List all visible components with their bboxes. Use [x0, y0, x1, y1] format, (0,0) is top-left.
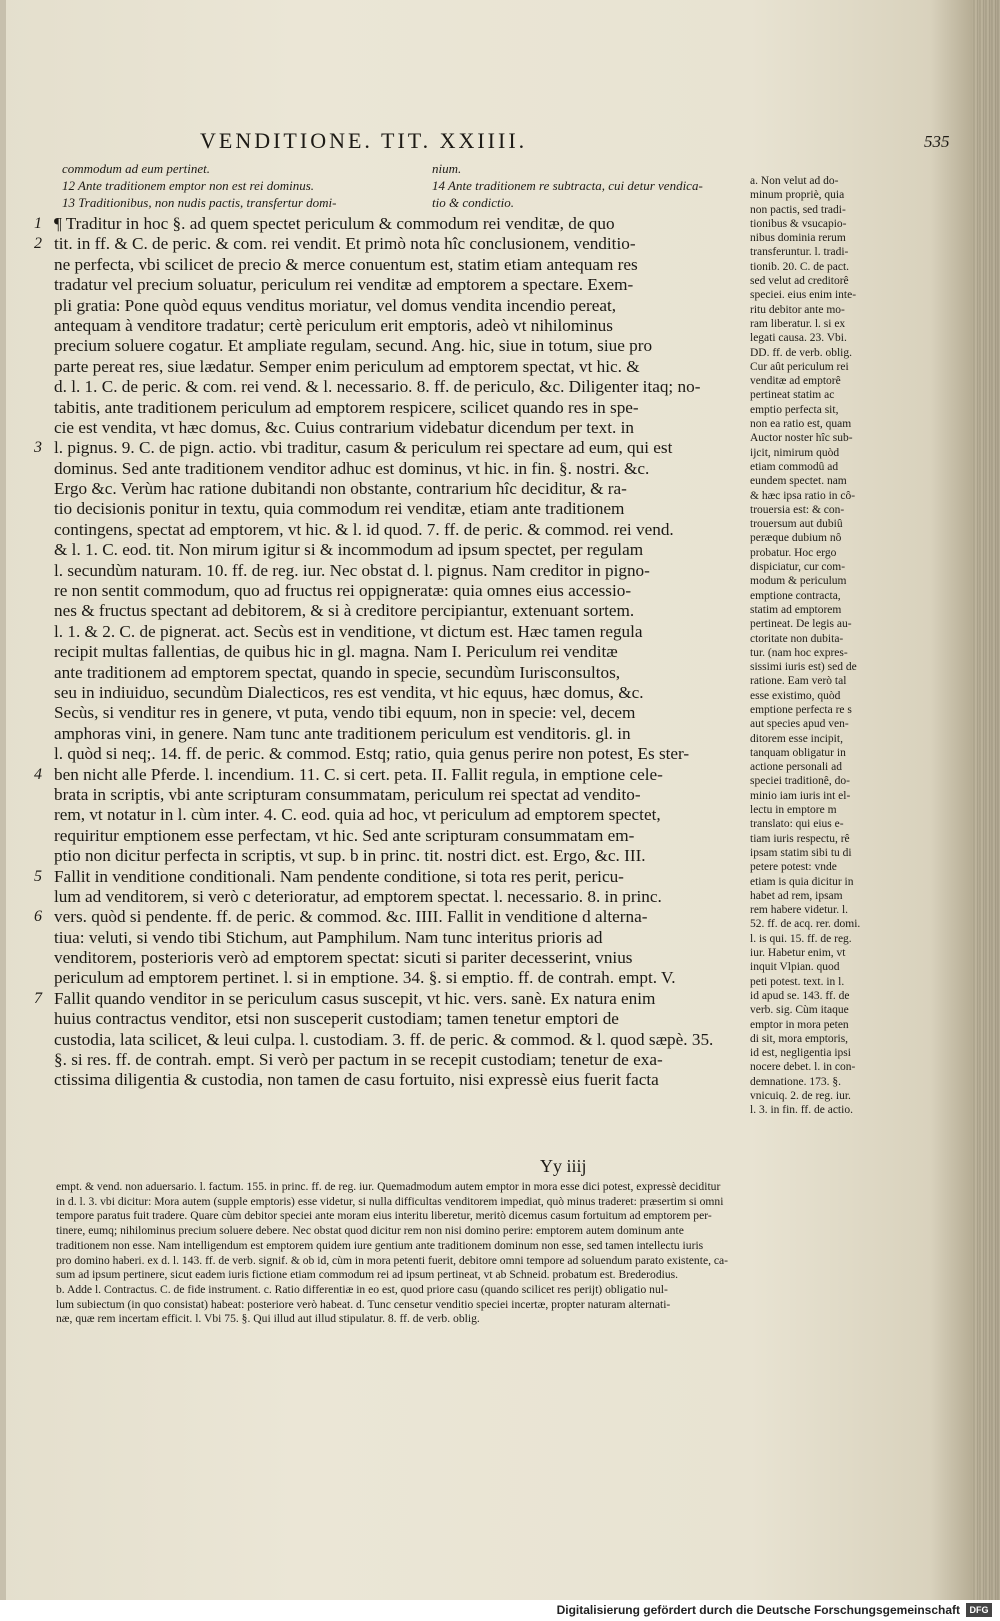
line-text: ptio non dicitur perfecta in scriptis, vt sup. b in princ. tit. nostri dict. est. Ergo, &c. III.: [54, 846, 646, 866]
summary-row: [62, 194, 742, 211]
text-line: [54, 296, 744, 316]
margin-note-line: peræque dubium nô: [750, 532, 842, 545]
text-line: [54, 948, 744, 968]
text-line: [54, 459, 744, 479]
margin-note-line: habet ad rem, ipsam: [750, 889, 843, 902]
page-edge-stack: [972, 0, 1000, 1621]
paragraph-number: 1: [34, 215, 42, 232]
margin-note-line: non ea ratio est, quam: [750, 418, 852, 431]
text-line: [34, 764, 744, 785]
text-line: [54, 826, 744, 846]
margin-note-line: Cur aût periculum rei: [750, 360, 849, 373]
margin-note-line: emptione perfecta re s: [750, 703, 852, 716]
margin-note-line: 52. ff. de acq. rer. domi.: [750, 918, 861, 931]
text-line: [54, 805, 744, 825]
text-line: [54, 703, 744, 723]
margin-note-line: id apud se. 143. ff. de: [750, 989, 850, 1002]
text-line: [54, 1050, 744, 1070]
margin-note-line: minio iam iuris int el-: [750, 789, 851, 802]
summary-row: [62, 177, 742, 194]
margin-note-line: petere potest: vnde: [750, 861, 837, 874]
line-text: cie est vendita, vt hæc domus, &c. Cuius contrarium videbatur dicendum per text. in: [54, 417, 634, 437]
margin-note-line: rem habere videtur. l.: [750, 904, 849, 917]
line-text: recipit multas fallentias, de quibus hic in gl. magna. Nam I. Periculum rei venditæ: [54, 642, 618, 662]
footnotes: [56, 1180, 886, 1327]
text-line: [54, 642, 744, 662]
margin-note-line: modum & periculum: [750, 575, 847, 588]
text-line: [54, 601, 744, 621]
text-line: [34, 988, 744, 1009]
footnote-line: b. Adde l. Contractus. C. de fide instrument. c. Ratio differentiæ in eo est, quod priore casu (quando scilicet res perijt) obligatio nul-: [56, 1282, 668, 1296]
margin-note-line: emptor in mora peten: [750, 1018, 849, 1031]
line-text: l. 1. & 2. C. de pignerat. act. Secùs est in venditione, vt dictum est. Hæc tamen regula: [54, 621, 643, 641]
margin-note-line: ipsam statim sibi tu di: [750, 846, 852, 859]
text-line: [54, 846, 744, 866]
text-line: [54, 561, 744, 581]
text-line: [54, 377, 744, 397]
line-text: vers. quòd si pendente. ff. de peric. & commod. &c. IIII. Fallit in venditione d alterna-: [54, 907, 648, 927]
line-text: brata in scriptis, vbi ante scripturam consummatam, periculum rei spectat ad vendito-: [54, 784, 641, 804]
running-head: VENDITIONE. TIT. XXIIII.: [200, 128, 528, 153]
margin-note-line: tiam iuris respectu, rê: [750, 832, 850, 845]
line-text: ¶ Traditur in hoc §. ad quem spectet periculum & commodum rei venditæ, de quo: [54, 214, 615, 233]
line-text: custodia, lata scilicet, & leui culpa. l. custodiam. 3. ff. de peric. & commod. & l. quod sæpè. 35.: [54, 1029, 714, 1049]
margin-note-line: DD. ff. de verb. oblig.: [750, 346, 852, 359]
line-text: requiritur emptionem esse perfectam, vt hic. Sed ante scripturam consummatam em-: [54, 825, 635, 845]
margin-note-line: iur. Habetur enim, vt: [750, 947, 846, 960]
footnote-line: tinere, eumq; nihilominus precium soluere debere. Nec obstat quod dicitur rem non nisi domino perire: emptorem autem dominum ante: [56, 1224, 684, 1238]
margin-note-line: inquit Vlpian. quod: [750, 961, 840, 974]
margin-note-line: speciei. eius enim inte-: [750, 289, 857, 302]
margin-note-line: & hæc ipsa ratio in cô-: [750, 489, 856, 502]
main-text: [34, 214, 744, 1091]
line-text: §. si res. ff. de contrah. empt. Si verò per pactum in se recepit custodiam; tenetur de exa-: [54, 1050, 663, 1070]
page-gutter: [0, 0, 6, 1621]
summary-right: tio & condictio.: [432, 195, 514, 210]
line-text: l. pignus. 9. C. de pign. actio. vbi traditur, casum & periculum rei spectare ad eum, qui est: [54, 438, 673, 458]
text-line: [54, 479, 744, 499]
line-text: seu in indiuiduo, secundùm Dialecticos, res est vendita, vt hic equus, hæc domus, &c.: [54, 682, 644, 702]
text-line: [54, 499, 744, 519]
line-text: tit. in ff. & C. de peric. & com. rei vendit. Et primò nota hîc conclusionem, venditio-: [54, 234, 636, 254]
text-line: [54, 663, 744, 683]
line-text: ne perfecta, vbi scilicet de precio & merce conuentum est, statim etiam antequam res: [54, 254, 638, 274]
text-line: [54, 520, 744, 540]
margin-note-line: l. 3. in fin. ff. de actio.: [750, 1104, 853, 1117]
margin-note-line: verb. sig. Cùm itaque: [750, 1004, 849, 1017]
summary-left: 12 Ante traditionem emptor non est rei dominus.: [62, 178, 315, 193]
margin-note-line: a. Non velut ad do-: [750, 175, 839, 187]
margin-note-line: aut species apud ven-: [750, 718, 849, 731]
signature-mark: Yy iiij: [540, 1156, 587, 1176]
margin-note-line: statim ad emptorem: [750, 603, 842, 616]
line-text: nes & fructus spectant ad debitorem, & si à creditore percipiantur, extenuant sortem.: [54, 601, 635, 621]
margin-note-line: pertineat. De legis au-: [750, 618, 852, 631]
text-line: [34, 214, 744, 234]
margin-note-line: speciei traditionê, do-: [750, 775, 850, 788]
margin-note-line: etiam is quia dicitur in: [750, 875, 854, 888]
margin-note-line: trouersum aut dubiû: [750, 518, 843, 531]
text-line: [54, 581, 744, 601]
margin-note-line: ctoritate non dubita-: [750, 632, 844, 645]
margin-note-line: id est, negligentia ipsi: [750, 1047, 851, 1060]
paragraph-number: 7: [34, 989, 42, 1007]
line-text: dominus. Sed ante traditionem venditor adhuc est dominus, vt hic. in fin. §. nostri. &c.: [54, 458, 650, 478]
margin-note-line: lectu in emptore m: [750, 804, 837, 817]
margin-note-line: di sit, mora emptoris,: [750, 1032, 849, 1045]
footnote-line: næ, quæ rem incertam efficit. l. Vbi 75. §. Qui illud aut illud stipulatur. 8. ff. de verb. oblig.: [56, 1312, 480, 1326]
footnote-line: tempore paratus fuit tradere. Quare cùm debitor speciei ante moram eius interitu liberetur, meritò dicemus casum fortuitum ad emptorem per-: [56, 1209, 712, 1223]
line-text: precium soluere cogatur. Et ampliate regulam, secund. Ang. hic, siue in totum, siue pro: [54, 336, 653, 356]
margin-note-line: ratione. Eam verò tal: [750, 675, 847, 688]
margin-note-line: tanquam obligatur in: [750, 746, 846, 759]
line-text: Secùs, si venditur res in genere, vt puta, vendo tibi equum, non in specie: vel, decem: [54, 703, 636, 723]
line-text: l. secundùm naturam. 10. ff. de reg. iur. Nec obstat d. l. pignus. Nam creditor in pigno-: [54, 560, 650, 580]
line-text: amphoras vini, in genere. Nam tunc ante traditionem periculum est venditoris. gl. in: [54, 723, 631, 743]
margin-note-line: ram liberatur. l. si ex: [750, 317, 846, 330]
line-text: venditorem, posterioris verò ad emptorem spectat: sicuti si pariter decesserint, vnius: [54, 948, 633, 968]
footnote-line: empt. & vend. non aduersario. l. factum. 155. in princ. ff. de reg. iur. Quemadmodum autem emptor in mora esse dici potest, expressè deciditur: [56, 1180, 721, 1193]
margin-note-line: ijcit, nimirum quòd: [750, 446, 840, 459]
line-text: ante traditionem ad emptorem spectat, quando in specie, secundùm Iurisconsultos,: [54, 662, 621, 682]
margin-note-line: tionib. 20. C. de pact.: [750, 260, 850, 273]
text-line: [54, 336, 744, 356]
summary-right: 14 Ante traditionem re subtracta, cui detur vendica-: [432, 178, 703, 193]
margin-note-line: venditæ ad emptorê: [750, 375, 841, 388]
margin-note-line: legati causa. 23. Vbi.: [750, 332, 847, 345]
paragraph-number: 3: [34, 439, 42, 457]
footnote-line: lum subiectum (in quo consistat) habeat: posteriore verò habeat. d. Tunc censetur venditio speciei incertæ, propter naturam alternati-: [56, 1297, 671, 1311]
margin-note-line: actione personali ad: [750, 761, 842, 774]
line-text: rem, vt notatur in l. cùm inter. 4. C. eod. quia ad hoc, vt periculum ad emptorem spectet,: [54, 805, 661, 825]
footnote-line: traditionem non esse. Nam intelligendum est emptorem quidem iure gentium ante traditionem dominum non esse, sed tamen intellectu iuris: [56, 1238, 704, 1252]
margin-note-line: translato: qui eius e-: [750, 818, 844, 831]
text-line: [34, 438, 744, 458]
margin-note-line: trouersia est: & con-: [750, 503, 845, 516]
margin-note-line: esse existimo, quòd: [750, 689, 841, 702]
line-text: ben nicht alle Pferde. l. incendium. 11. C. si cert. peta. II. Fallit regula, in emptione cele-: [54, 764, 663, 784]
line-text: tabitis, ante traditionem periculum ad emptorem respicere, scilicet quando res in spe-: [54, 397, 639, 417]
summary-left: commodum ad eum pertinet.: [62, 161, 211, 176]
text-line: [54, 928, 744, 948]
paragraph-number: 2: [34, 235, 42, 253]
dfg-logo-icon: DFG: [966, 1603, 992, 1617]
margin-note-line: nibus dominia rerum: [750, 232, 846, 245]
footnote-line: in d. l. 3. vbi dicitur: Mora autem (supple emptoris) esse videtur, si nulla difficultas venditorem impediat, quò minus traderet: præsertim si omni: [56, 1194, 724, 1208]
margin-note-line: demnatione. 173. §.: [750, 1075, 842, 1088]
text-line: [54, 744, 744, 764]
margin-note-line: nocere debet. l. in con-: [750, 1061, 856, 1074]
margin-note-line: non pactis, sed tradi-: [750, 203, 846, 216]
footer-credit: Digitalisierung gefördert durch die Deutsche Forschungsgemeinschaft: [556, 1603, 960, 1617]
margin-note-line: minum propriè, quia: [750, 189, 845, 202]
text-line: [54, 622, 744, 642]
line-text: parte pereat res, siue lædatur. Semper enim periculum ad emptorem spectat, vt hic. &: [54, 356, 640, 376]
text-line: [54, 887, 744, 907]
text-line: [54, 724, 744, 744]
margin-note-line: etiam commodû ad: [750, 460, 839, 473]
line-text: pli gratia: Pone quòd equus venditus moriatur, vel domus vendita incendio pereat,: [54, 295, 617, 315]
summary-right: nium.: [432, 161, 462, 176]
text-line: [54, 785, 744, 805]
margin-note-line: emptio perfecta sit,: [750, 403, 839, 416]
text-line: [54, 316, 744, 336]
line-text: antequam à venditore tradatur; certè periculum erit emptoris, adeò vt nihilominus: [54, 315, 613, 335]
margin-note-line: ditorem esse incipit,: [750, 732, 843, 745]
line-text: d. l. 1. C. de peric. & com. rei vend. & l. necessario. 8. ff. de periculo, &c. Diligenter itaq; no-: [54, 377, 701, 397]
footnote-line: pro domino haberi. ex d. l. 143. ff. de verb. signif. & ob id, cùm in mora petenti fuerit, debitore omni tempore ad soluendum parato existente, ca-: [56, 1253, 729, 1267]
text-line: [54, 255, 744, 275]
line-text: & l. 1. C. eod. tit. Non mirum igitur si & incommodum ad ipsum spectet, per regulam: [54, 540, 644, 560]
summary-row: [62, 160, 742, 177]
text-line: [54, 683, 744, 703]
text-line: [54, 968, 744, 988]
margin-note-line: sissimi iuris est) sed de: [750, 661, 857, 674]
margin-note-line: eundem spectet. nam: [750, 475, 847, 488]
margin-note-line: emptione contracta,: [750, 589, 841, 602]
text-line: [34, 907, 744, 927]
margin-note-line: pertineat statim ac: [750, 389, 835, 402]
text-line: [54, 1030, 744, 1050]
paragraph-number: 5: [34, 867, 42, 885]
margin-note-line: Auctor noster hîc sub-: [750, 432, 853, 445]
margin-note-line: transferuntur. l. tradi-: [750, 246, 849, 259]
text-line: [34, 866, 744, 887]
line-text: tradatur vel precium soluatur, periculum rei venditæ ad emptorem a spectare. Exem-: [54, 275, 634, 295]
line-text: huius contractus venditor, etsi non susceperit custodiam; tamen tenetur emptori de: [54, 1009, 619, 1029]
margin-note-line: vnicuiq. 2. de reg. iur.: [750, 1090, 851, 1102]
footer-banner: [0, 1600, 1000, 1621]
margin-note-line: sed velut ad creditorê: [750, 275, 849, 288]
margin-note-line: tionibus & vsucapio-: [750, 217, 847, 230]
line-text: tio decisionis ponitur in textu, quia commodum rei venditæ, etiam ante traditionem: [54, 499, 625, 519]
footnote-line: sum ad ipsum pertinere, sicut eadem iuris fictione etiam commodum rei ad ipsum pertineat, vt ab Schneid. probatum est. Brederodius.: [56, 1268, 679, 1282]
text-line: [54, 275, 744, 295]
line-text: ctissima diligentia & custodia, non tamen de casu fortuito, nisi expressè eius fuerit facta: [54, 1070, 659, 1090]
summary-left: 13 Traditionibus, non nudis pactis, transfertur domi-: [62, 195, 337, 210]
text-line: [34, 234, 744, 254]
line-text: lum ad venditorem, si verò c deterioratur, ad emptorem spectat. l. necessario. 8. in princ.: [54, 886, 662, 906]
text-line: [54, 1070, 744, 1090]
line-text: periculum ad emptorem pertinet. l. si in emptione. 34. §. si emptio. ff. de contrah. empt. V.: [54, 968, 676, 988]
text-line: [54, 540, 744, 560]
margin-note-line: peti potest. text. in l.: [750, 975, 845, 988]
text-line: [54, 1009, 744, 1029]
summary-block: [62, 160, 742, 211]
paragraph-number: 6: [34, 908, 42, 926]
text-line: [54, 357, 744, 377]
margin-note-line: tur. (nam hoc expres-: [750, 646, 848, 659]
text-line: [54, 418, 744, 438]
margin-notes: [750, 174, 875, 1118]
line-text: re non sentit commodum, quo ad fructus rei oppigneratæ: quia omnes eius accessio-: [54, 581, 632, 601]
margin-note-line: probatur. Hoc ergo: [750, 546, 837, 559]
paragraph-number: 4: [34, 765, 42, 783]
line-text: Ergo &c. Verùm hac ratione dubitandi non obstante, contrarium hîc deciditur, & ra-: [54, 479, 627, 499]
line-text: l. quòd si neq;. 14. ff. de peric. & commod. Estq; ratio, quia genus perire non potest, Es ster-: [54, 744, 690, 764]
margin-note-line: ritu debitor ante mo-: [750, 303, 845, 316]
page-number: 535: [924, 132, 950, 151]
line-text: contingens, spectat ad emptorem, vt hic. & l. id quod. 7. ff. de peric. & commod. rei vend.: [54, 519, 674, 539]
line-text: Fallit quando venditor in se periculum casus suscepit, vt hic. vers. sanè. Ex natura enim: [54, 988, 656, 1008]
line-text: tiua: veluti, si vendo tibi Stichum, aut Pamphilum. Nam tunc interitus prioris ad: [54, 927, 603, 947]
line-text: Fallit in venditione conditionali. Nam pendente conditione, si tota res perit, pericu-: [54, 866, 624, 886]
margin-note-line: dispiciatur, cur com-: [750, 561, 846, 574]
margin-note-line: l. is qui. 15. ff. de reg.: [750, 932, 852, 945]
text-line: [54, 398, 744, 418]
